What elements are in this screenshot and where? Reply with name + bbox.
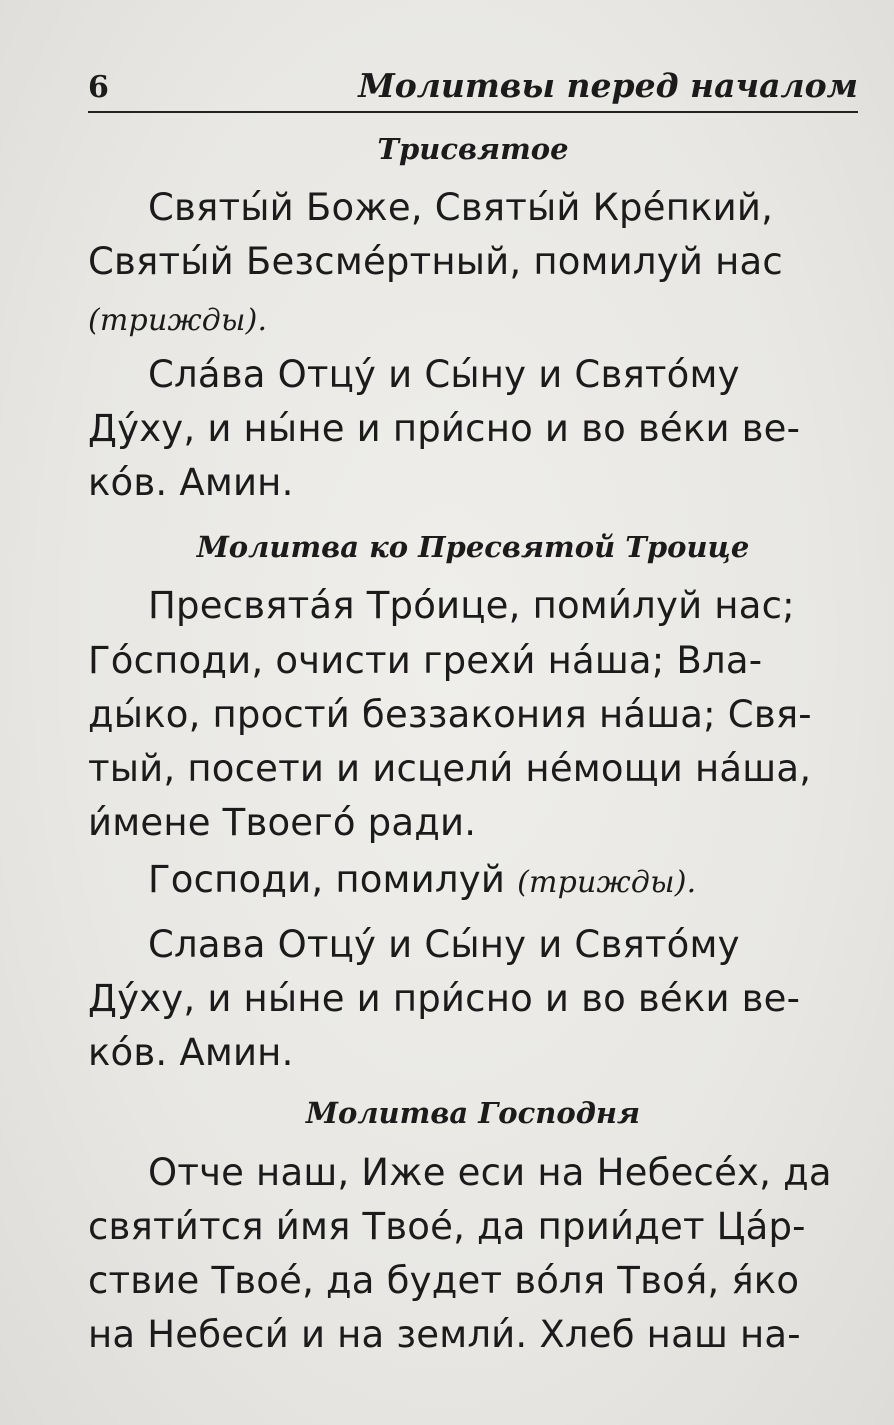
text-line bbox=[148, 858, 696, 901]
text-line: Святы́й Безсме́ртный, помилуй нас bbox=[88, 240, 783, 283]
text-line: Слава Отцу́ и Сы́ну и Свято́му bbox=[148, 923, 740, 966]
text-line: ко́в. Амин. bbox=[88, 1031, 294, 1074]
text-line: Го́споди, очисти грехи́ на́ша; Вла- bbox=[88, 639, 763, 682]
text-line: ко́в. Амин. bbox=[88, 461, 294, 504]
header-rule bbox=[88, 111, 858, 113]
text-line bbox=[88, 296, 267, 339]
text-line: Отче наш, Иже еси на Небесе́х, да bbox=[148, 1151, 832, 1194]
section-title: Молитва Господня bbox=[305, 1096, 641, 1130]
page-number: 6 bbox=[88, 70, 109, 105]
text-line: Святы́й Боже, Святы́й Кре́пкий, bbox=[148, 186, 774, 229]
text-line: Сла́ва Отцу́ и Сы́ну и Свято́му bbox=[148, 353, 740, 396]
text-line: ствие Твое́, да будет во́ля Твоя́, я́ко bbox=[88, 1259, 800, 1302]
text-fragment: Господи, помилуй bbox=[148, 858, 506, 901]
text-line: и́мене Твоего́ ради. bbox=[88, 801, 477, 844]
text-line: святи́тся и́мя Твое́, да прии́дет Ца́р- bbox=[88, 1205, 806, 1248]
repeat-note: (трижды). bbox=[517, 865, 697, 900]
text-line: тый, посети и исцели́ не́мощи на́ша, bbox=[88, 747, 812, 790]
repeat-note: (трижды). bbox=[88, 303, 268, 338]
text-line: Пресвята́я Тро́ице, поми́луй нас; bbox=[148, 584, 795, 627]
text-line: Ду́ху, и ны́не и при́сно и во ве́ки ве- bbox=[88, 407, 801, 450]
section-title: Молитва ко Пресвятой Троице bbox=[196, 530, 750, 564]
section-title: Трисвятое bbox=[377, 132, 569, 166]
running-head: Молитвы перед началом bbox=[358, 66, 858, 105]
text-line: на Небеси́ и на земли́. Хлеб наш на- bbox=[88, 1313, 801, 1356]
page-header bbox=[88, 66, 858, 114]
text-line: Ду́ху, и ны́не и при́сно и во ве́ки ве- bbox=[88, 977, 801, 1020]
text-line: ды́ко, прости́ беззакония на́ша; Свя- bbox=[88, 693, 812, 736]
